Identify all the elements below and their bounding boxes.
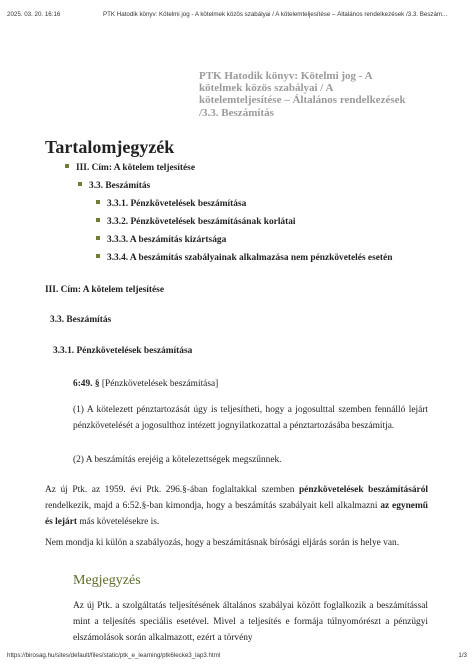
toc-link[interactable]: 3.3. Beszámítás [89,181,151,191]
toc-item[interactable] [78,180,150,192]
emphasis: az egynemű és lejárt [45,501,428,527]
bullet-icon [96,218,100,222]
page-url: https://birosag.hu/sites/default/files/static/ptk_e_learning/ptk6lecke3_lap3.html [7,652,221,659]
body-paragraph-2: Nem mondja ki külön a szabályozás, hogy a beszámításnak bírósági eljárás során is helye van. [45,538,400,548]
note-text: Az új Ptk. a szolgáltatás teljesítésének általános szabályai között foglalkozik a beszámítással mint a teljesítés speciális esetével. Mivel a teljesítés e formája túlnyomórészt a pénzügyi elszámolások során alkalmazott, ezért a törvény [73,601,428,643]
breadcrumb: PTK Hatodik könyv: Kötelmi jog - A kötelmek közös szabályai / A kötelemteljesítése – Általános rendelkezések /3.3. Beszámítás [199,70,406,119]
emphasis: pénzkövetelések beszámításáról [298,485,428,495]
toc-item[interactable] [96,234,226,246]
bullet-icon [96,254,100,258]
toc-item[interactable] [65,162,195,174]
toc-item[interactable] [96,198,246,210]
subsubsection-title: 3.3.1. Pénzkövetelések beszámítása [53,346,193,356]
note-title: Megjegyzés [73,573,141,588]
print-title: PTK Hatodik könyv: Kötelmi jog - A kötelmek közös szabályai / A kötelemteljesítése – Általános rendelkezések /3.3. Beszám... [103,11,448,18]
toc-link[interactable]: 3.3.3. A beszámítás kizártsága [107,235,227,245]
bullet-icon [96,236,100,240]
law-heading [73,376,428,392]
law-section-number: 6:49. § [73,379,100,389]
page-number: 1/3 [458,652,467,659]
toc-link[interactable]: 3.3.4. A beszámítás szabályainak alkalmazása nem pénzkövetelés esetén [107,253,393,263]
bullet-icon [96,200,100,204]
toc-link[interactable]: III. Cím: A kötelem teljesítése [76,163,195,173]
toc-item[interactable] [96,252,392,264]
law-paragraph-1: (1) A kötelezett pénztartozását úgy is teljesítheti, hogy a jogosulttal szemben fennálló lejárt pénzkövetelését a jogosulthoz intézett jognyilatkozattal a pénztartozásába beszámítja. [73,405,428,431]
print-date: 2025. 03. 20. 16:16 [7,11,61,18]
text-run: más követelésekre is. [77,517,160,527]
toc-item[interactable] [96,216,296,228]
section-title: III. Cím: A kötelem teljesítése [45,285,164,295]
toc-link[interactable]: 3.3.1. Pénzkövetelések beszámítása [107,199,247,209]
toc-title: Tartalomjegyzék [45,137,175,157]
subsection-title: 3.3. Beszámítás [50,315,112,325]
body-paragraph-1 [45,482,428,530]
bullet-icon [78,182,82,186]
text-run: Az új Ptk. az 1959. évi Ptk. 296.§-ában foglaltakkal szemben [45,485,299,495]
bullet-icon [65,164,69,168]
toc-link[interactable]: 3.3.2. Pénzkövetelések beszámításának korlátai [107,217,296,227]
law-section-name: [Pénzkövetelések beszámítása] [101,379,219,389]
text-run: rendelkezik, majd a 6:52.§-ban kimondja, hogy a beszámítás szabályait kell alkalmazni [45,501,381,511]
law-paragraph-2: (2) A beszámítás erejéig a kötelezettségek megszűnnek. [73,455,282,465]
